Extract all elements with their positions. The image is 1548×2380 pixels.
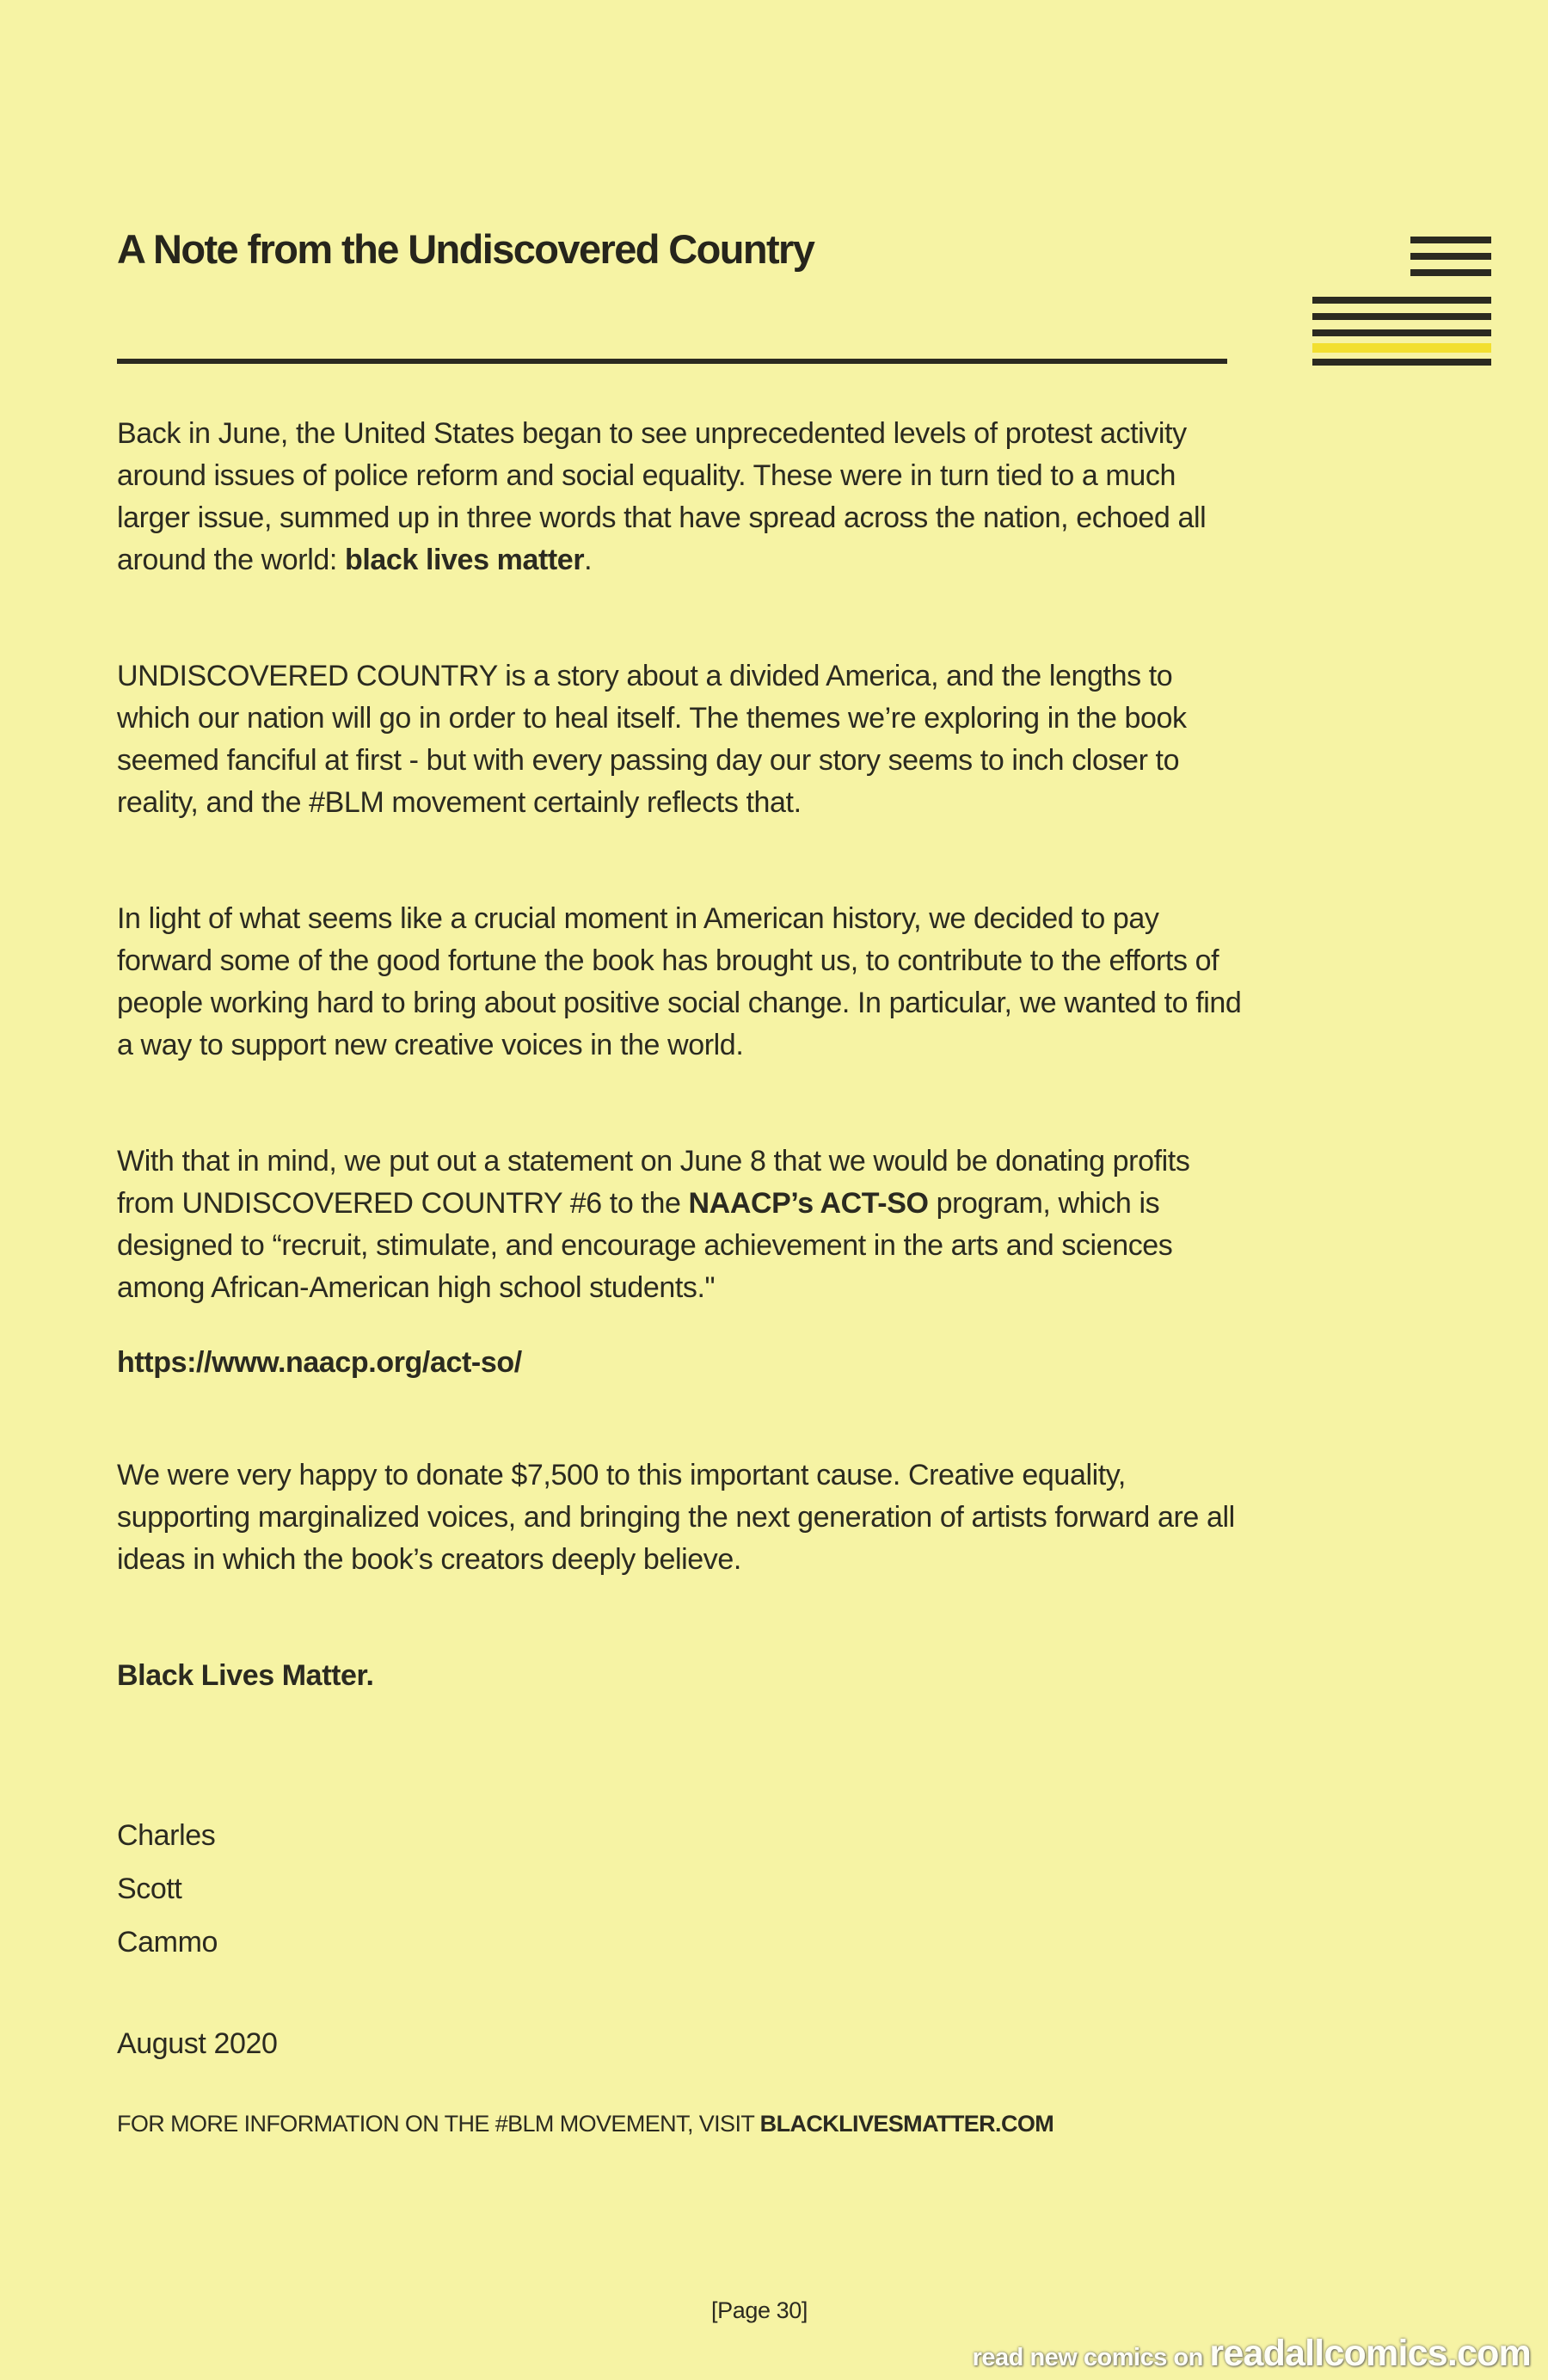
flag-stripe <box>1312 297 1491 304</box>
paragraph-divided-america: UNDISCOVERED COUNTRY is a story about a divided America, and the lengths to which our nation will go in order to heal itself. The themes we’re exploring in the book seemed fanciful at first - but with every passing day our story seems to inch closer to reality, and the #BLM movement certainly reflects that. <box>117 660 1187 819</box>
striped-flag-icon <box>1312 237 1491 366</box>
blm-website-link[interactable]: BLACKLIVESMATTER.COM <box>759 2111 1054 2137</box>
flag-stripe <box>1410 253 1491 260</box>
signature-name: Charles <box>117 1819 216 1852</box>
letter-date: August 2020 <box>117 2027 278 2060</box>
flag-stripe <box>1312 359 1491 366</box>
letter-body <box>117 413 1252 2141</box>
flag-stripe <box>1410 269 1491 276</box>
signature-name: Cammo <box>117 1926 218 1959</box>
flag-stripe <box>1410 237 1491 243</box>
naacp-link[interactable]: https://www.naacp.org/act-so/ <box>117 1346 522 1379</box>
emphasis-naacp-act-so: NAACP’s ACT-SO <box>688 1187 929 1220</box>
paragraph-protests: Back in June, the United States began to see unprecedented levels of protest activity around issues of police reform and social equality. These were in turn tied to a much larger issue, summed up in three words that have spread across the nation, echoed all around the world: black lives matter. <box>117 417 1207 576</box>
signature-block <box>117 1809 1252 1969</box>
flag-stripe <box>1312 313 1491 320</box>
page-number: [Page 30] <box>711 2297 808 2323</box>
paragraph-donation-statement: With that in mind, we put out a statement on June 8 that we would be donating profits from UNDISCOVERED COUNTRY #6 to the NAACP’s ACT-SO program, which is designed to “recruit, stimulate, and encourage achievement in the arts and sciences among African-American high school students." <box>117 1145 1190 1304</box>
site-watermark: read new comics on readallcomics.com <box>972 2333 1531 2374</box>
title-divider <box>117 359 1227 364</box>
footer-info: FOR MORE INFORMATION ON THE #BLM MOVEMENT, VISIT BLACKLIVESMATTER.COM <box>117 2111 1054 2137</box>
closing-statement: Black Lives Matter. <box>117 1659 374 1692</box>
flag-stripe <box>1312 329 1491 336</box>
paragraph-crucial-moment: In light of what seems like a crucial moment in American history, we decided to pay forward some of the good fortune the book has brought us, to contribute to the efforts of people working hard to bring about positive social change. In particular, we wanted to find a way to support new creative voices in the world. <box>117 902 1242 1061</box>
emphasis-black-lives-matter: black lives matter <box>344 544 585 576</box>
signature-name: Scott <box>117 1873 182 1905</box>
page-title: A Note from the Undiscovered Country <box>117 226 814 272</box>
flag-accent-stripe <box>1312 343 1491 353</box>
paragraph-donation-amount: We were very happy to donate $7,500 to this important cause. Creative equality, supporting marginalized voices, and bringing the next generation of artists forward are all ideas in which the book’s creators deeply believe. <box>117 1459 1235 1576</box>
